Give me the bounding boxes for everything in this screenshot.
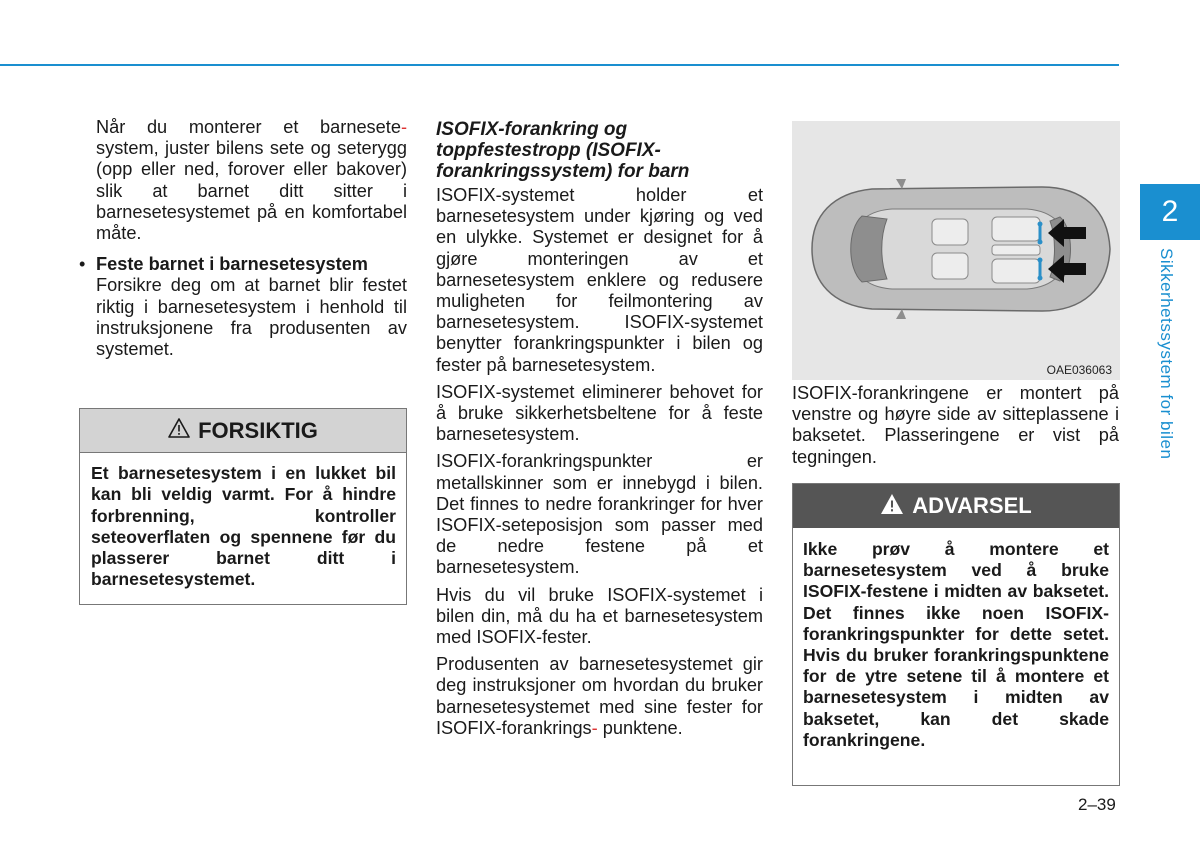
header-rule: [0, 64, 1119, 66]
bullet-title: Feste barnet i barnesetesystem: [96, 254, 368, 275]
paragraph: ISOFIX-forankringspunkter er metallskinner som er innebygd i bilen. Det finnes to nedre forankringer for hver ISOFIX-seteposisjon som passer med de nedre festene på et barnesetesystem.: [436, 451, 763, 578]
paragraph: Hvis du vil bruke ISOFIX-systemet i bilen din, må du ha et barnesetesystem med ISOFIX-fester.: [436, 584, 763, 648]
warning-header: [793, 484, 1119, 528]
bullet-text: Forsikre deg om at barnet blir festet riktig i barnesetesystem i henhold til instruksjonene fra produsenten av systemet.: [96, 275, 407, 360]
paragraph: Produsenten av barnesetesystemet gir deg instruksjoner om hvordan du bruker barnesetesystemet med sine fester for ISOFIX-forankrings- punktene.: [436, 654, 763, 738]
paragraph: ISOFIX-forankringene er montert på venstre og høyre side av sitteplassene i baksetet. Plasseringene er vist på tegningen.: [792, 383, 1119, 467]
warning-box: [792, 483, 1120, 786]
paragraph: ISOFIX-systemet holder et barnesetesystem under kjøring og ved en ulykke. Systemet er designet for å gjøre monteringen av et barnesetesystem enklere og redusere muligheten for feilmontering av barnesetesystem. ISOFIX-systemet benytter forankringspunkter i bilen og fester på barnesetesystem.: [436, 185, 763, 375]
caution-title: FORSIKTIG: [198, 417, 318, 443]
chapter-title: Sikkerhetssystem for bilen: [1157, 248, 1176, 460]
warning-triangle-icon: [880, 493, 904, 520]
car-top-view-drawing: [792, 121, 1120, 380]
warning-triangle-icon: [168, 418, 190, 443]
bullet-dot: •: [79, 254, 86, 275]
isofix-car-illustration: [792, 121, 1120, 380]
page-number: 2–39: [1078, 795, 1116, 814]
left-column: [79, 117, 407, 360]
middle-column: [436, 119, 763, 739]
bullet-item: [79, 254, 407, 360]
warning-title: ADVARSEL: [912, 493, 1032, 518]
chapter-tab: 2: [1140, 184, 1200, 240]
figure-code: OAE036063: [1046, 363, 1112, 377]
intro-paragraph: Når du monterer et barnesete- system, juster bilens sete og seterygg (opp eller ned, forover eller bakover) slik at barnet ditt sitter i barnesetesystemet på en komfortabel måte.: [96, 117, 407, 244]
paragraph: ISOFIX-systemet eliminerer behovet for å bruke sikkerhetsbeltene for å feste barnesetesystem.: [436, 381, 763, 445]
caution-header: [80, 409, 406, 453]
warning-body: Ikke prøv å montere et barnesetesystem ved å bruke ISOFIX-festene i midten av baksetet. Det finnes ikke noen ISOFIX-forankringspunkter for dette setet. Hvis du bruker forankringspunktene for de ytre setene til å montere et barnesetesystem i midten av baksetet, kan det skade forankringene.: [803, 539, 1109, 750]
section-heading: ISOFIX-forankring og toppfestestropp (ISOFIX-forankringssystem) for barn: [436, 119, 690, 182]
caution-box: [79, 408, 407, 605]
caution-body: Et barnesetesystem i en lukket bil kan bli veldig varmt. For å hindre forbrenning, kontroller seteoverflaten og spennene før du plasserer barnet ditt i barnesetesystemet.: [91, 463, 396, 590]
right-column: [792, 383, 1119, 468]
